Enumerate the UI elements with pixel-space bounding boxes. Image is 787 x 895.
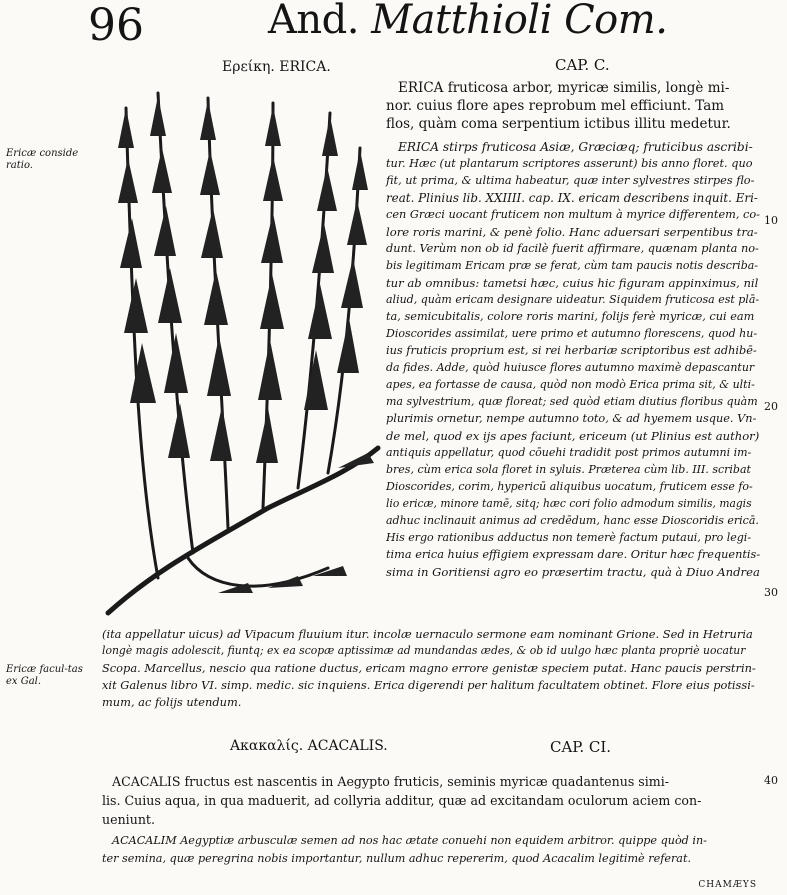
text-line: ERICA stirps fruticosa Asiæ, Græciæq; fruticibus ascribi- (398, 140, 753, 154)
text-line: lis. Cuius aqua, in qua maduerit, ad collyria additur, quæ ad excitandam oculorum aciem con- (102, 793, 702, 808)
erica-plant-woodcut (98, 88, 382, 620)
text-line: xit Galenus libro VI. simp. medic. sic inquiens. Erica digerendi per halitum facultatem obtinet. Flore eius potissi- (102, 678, 755, 692)
margin-line-number: 10 (764, 214, 778, 227)
text-line: bis legitimam Ericam præ se ferat, cùm tam paucis notis describa- (386, 259, 759, 272)
text-line: His ergo rationibus adductus non temerè factum putaui, pro legi- (386, 531, 752, 544)
running-head-author: And. (268, 0, 359, 43)
text-line: ta, semicubitalis, colore roris marini, folijs ferè myricæ, cui eam (386, 310, 755, 323)
text-line: ERICA fruticosa arbor, myricæ similis, longè mi- (398, 80, 730, 96)
text-line: aliud, quàm ericam designare uideatur. Siquidem fruticosa est plā- (386, 293, 760, 306)
text-line: tur. Hæc (ut plantarum scriptores asserunt) bis anno floret. quo (386, 157, 753, 170)
text-line: longè magis adolescit, fiuntq; ex ea scopæ aptissimæ ad mundandas ædes, & ob id uulgo hæc planta propriè uocatur (102, 644, 746, 657)
text-line: ter semina, quæ peregrina nobis importantur, nullum adhuc repererim, quod Acacalim legitimè referat. (102, 852, 692, 865)
text-line: tima erica huius effigiem expressam dare. Oritur hæc frequentis- (386, 548, 761, 561)
running-head (268, 0, 668, 43)
text-line: antiquis appellatur, quod cōuehi tradidit post primos autumni im- (386, 446, 752, 459)
erica-chapter-number: CAP. C. (555, 56, 610, 74)
erica-heading: Ερείκη. ERICA. (222, 59, 331, 75)
margin-gloss-consideratio: Ericæ conside ratio. (6, 148, 79, 171)
text-line: ma sylvestrium, quæ floreat; sed quòd etiam diutius floribus quàm (386, 395, 758, 408)
text-line: tur ab omnibus: tametsi hæc, cuius hic figuram appinximus, nil (386, 276, 759, 290)
text-line: ACACALIS fructus est nascentis in Aegypto fruticis, seminis myricæ quadantenus simi- (112, 774, 670, 789)
page-number: 96 (88, 0, 144, 51)
margin-gloss-facultas: Ericæ facul-tas ex Gal. (6, 664, 83, 687)
text-line: dunt. Verùm non ob id facilè fuerit affirmare, quænam planta no- (386, 242, 759, 255)
text-line: Dioscorides, corim, hypericū aliquibus uocatum, fruticem esse fo- (386, 480, 753, 493)
text-line: bres, cùm erica sola floret in syluis. Præterea cùm lib. III. scribat (386, 463, 751, 476)
text-line: Dioscorides assimilat, uere primo et autumno florescens, quod hu- (386, 327, 758, 340)
text-line: nor. cuius flore apes reprobum mel efficiunt. Tam (386, 98, 725, 114)
text-line: de mel, quod ex ijs apes faciunt, ericeum (ut Plinius est author) (386, 429, 760, 443)
text-line: ueniunt. (102, 812, 155, 827)
margin-line-number: 30 (764, 586, 778, 599)
text-line: (ita appellatur uicus) ad Vipacum fluuium itur. incolæ uernaculo sermone eam nominant Grione. Sed in Hetruria (102, 627, 753, 641)
text-line: adhuc inclinauit animus ad credēdum, hanc esse Dioscoridis ericā. (386, 514, 759, 527)
acacalis-heading: Ακακαλίς. ACACALIS. (230, 738, 388, 754)
acacalis-chapter-number: CAP. CI. (550, 738, 612, 756)
text-line: plurimis ornetur, nempe autumno toto, & ad hyemem usque. Vn- (386, 412, 757, 425)
text-line: fit, ut prima, & ultima habeatur, quæ inter sylvestres stirpes flo- (386, 174, 755, 187)
text-line: apes, ea fortasse de causa, quòd non modò Erica prima sit, & ulti- (386, 378, 755, 391)
text-line: flos, quàm coma serpentium ictibus illitu medetur. (386, 116, 731, 132)
margin-line-number: 40 (764, 774, 778, 787)
text-line: lio ericæ, minore tamē, sitq; hæc cori folio admodum similis, magis (386, 497, 752, 510)
text-line: sima in Goritiensi agro eo præsertim tractu, quà à Diuo Andrea (386, 565, 760, 579)
text-line: ACACALIM Aegyptiæ arbusculæ semen ad nos hac ætate conuehi non equidem arbitror. quippe quòd in- (112, 834, 707, 847)
running-head-title: Matthioli Com. (371, 0, 668, 43)
text-line: mum, ac folijs utendum. (102, 695, 242, 709)
text-line: reat. Plinius lib. XXIIII. cap. IX. ericam describens inquit. Eri- (386, 191, 758, 205)
text-line: cen Græci uocant fruticem non multum à myrice differentem, co- (386, 208, 760, 221)
catchword: CHAMÆYS (698, 880, 757, 890)
text-line: da fides. Adde, quòd huiusce flores autumno maximè depascantur (386, 361, 755, 374)
text-line: Scopa. Marcellus, nescio qua ratione ductus, ericam magno errore genistæ speciem putat. Hanc paucis perstrin- (102, 661, 756, 675)
text-line: ius fruticis proprium est, si rei herbariæ scriptoribus est adhibē- (386, 344, 757, 357)
text-line: lore roris marini, & penè folio. Hanc aduersari serpentibus tra- (386, 225, 758, 239)
margin-line-number: 20 (764, 400, 778, 413)
